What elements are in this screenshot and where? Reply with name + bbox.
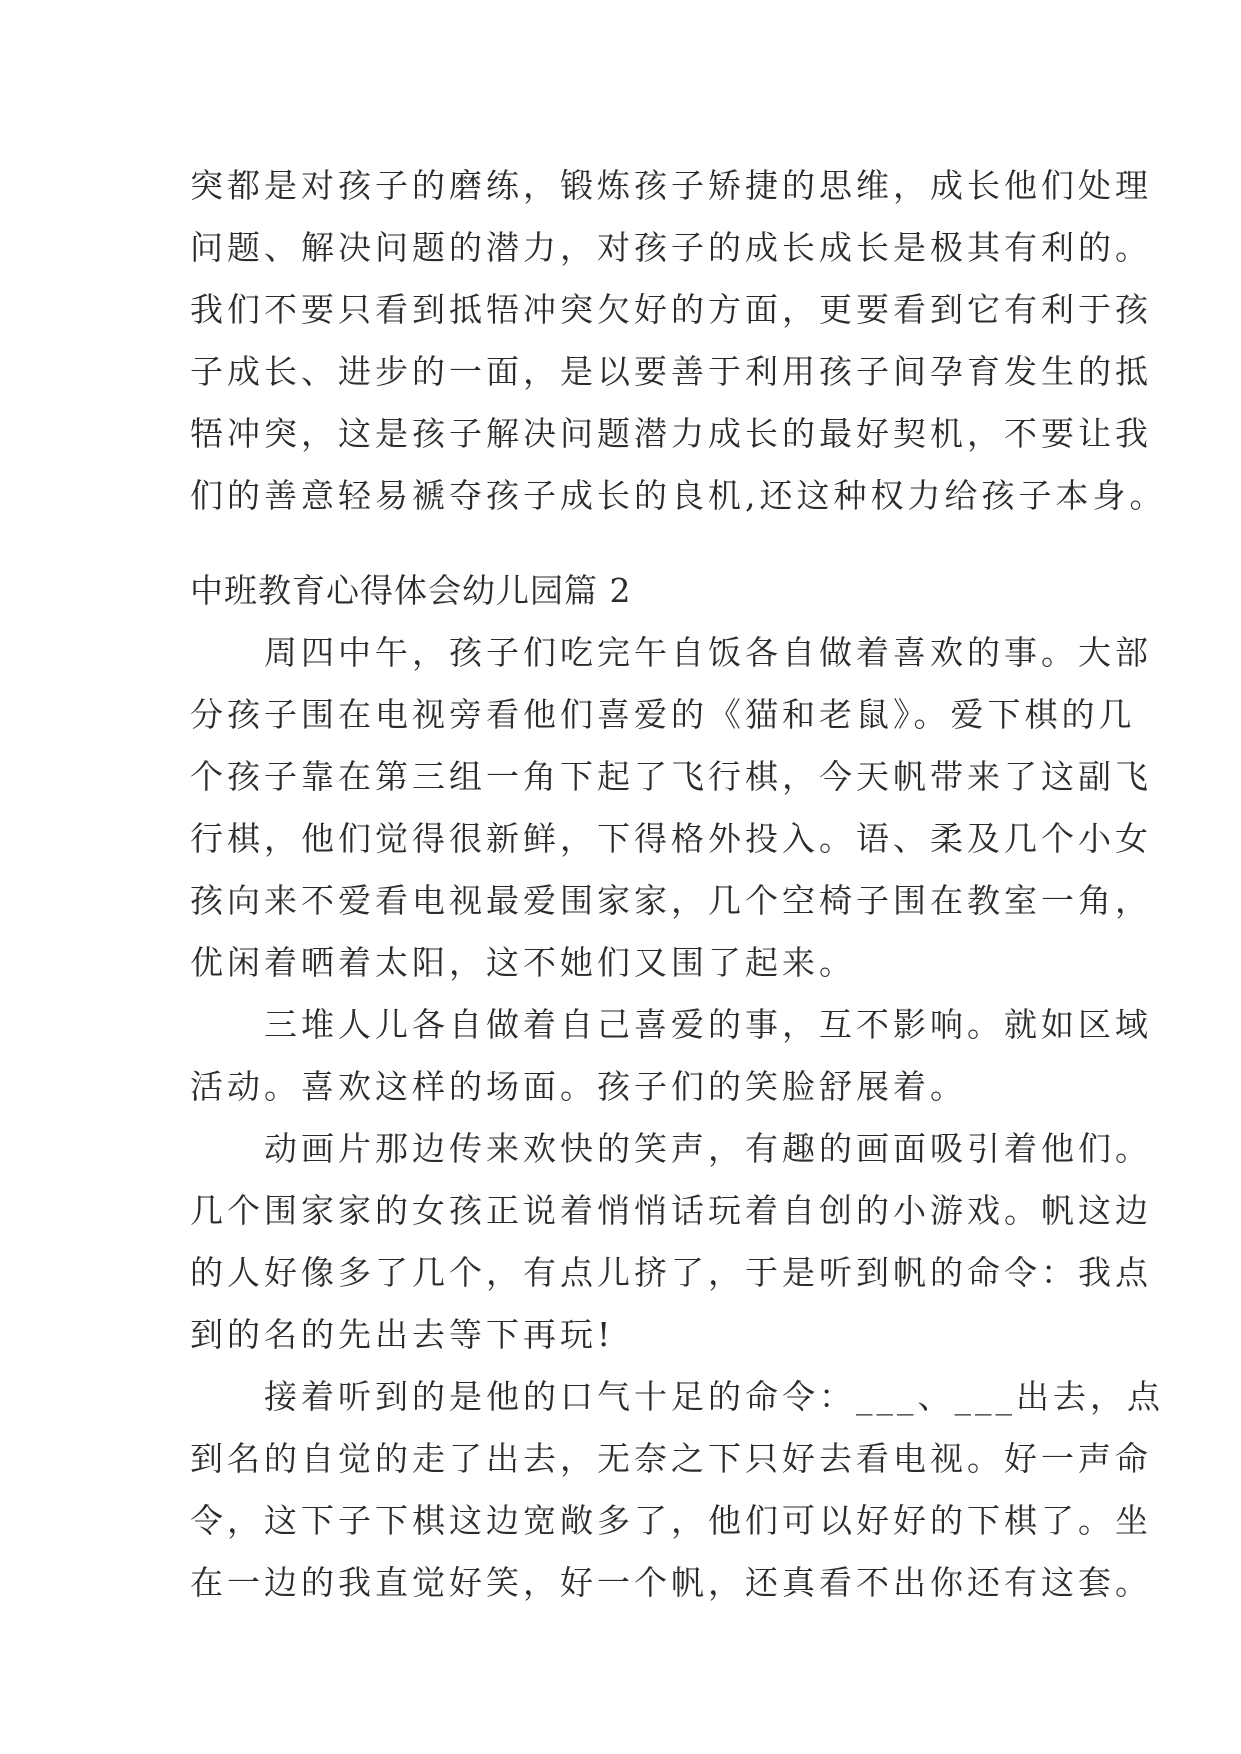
text-line: 突都是对孩子的磨练，锻炼孩子矫捷的思维，成长他们处理 (190, 166, 1152, 205)
text-line: 问题、解决问题的潜力，对孩子的成长成长是极其有利的。 (190, 228, 1152, 267)
text-line: 我们不要只看到抵牾冲突欠好的方面，更要看到它有利于孩 (190, 290, 1152, 329)
text-line: 到的名的先出去等下再玩! (190, 1315, 615, 1354)
section-title: 中班教育心得体会幼儿园篇 2 (190, 571, 632, 610)
text-line: 个孩子靠在第三组一角下起了飞行棋，今天帆带来了这副飞 (190, 757, 1152, 796)
text-line: 分孩子围在电视旁看他们喜爱的《猫和老鼠》。爱下棋的几 (190, 695, 1136, 734)
text-line: 们的善意轻易褫夺孩子成长的良机,还这种权力给孩子本身。 (190, 476, 1167, 515)
text-line: 优闲着晒着太阳，这不她们又围了起来。 (190, 943, 856, 982)
paragraph-4 (190, 1366, 1164, 1614)
section-body (190, 622, 1164, 1614)
text-line: 子成长、进步的一面，是以要善于利用孩子间孕育发生的抵 (190, 352, 1152, 391)
text-line: 在一边的我直觉好笑，好一个帆，还真看不出你还有这套。 (190, 1563, 1152, 1602)
paragraph-1 (190, 622, 1152, 994)
text-line: 牾冲突，这是孩子解决问题潜力成长的最好契机，不要让我 (190, 414, 1152, 453)
text-line: 到名的自觉的走了出去，无奈之下只好去看电视。好一声命 (190, 1439, 1152, 1478)
text-line: 行棋，他们觉得很新鲜，下得格外投入。语、柔及几个小女 (190, 819, 1152, 858)
text-line: 令，这下子下棋这边宽敞多了，他们可以好好的下棋了。坐 (190, 1501, 1152, 1540)
text-line: 的人好像多了几个，有点儿挤了，于是听到帆的命令：我点 (190, 1253, 1152, 1292)
text-line: 孩向来不爱看电视最爱围家家，几个空椅子围在教室一角， (190, 881, 1152, 920)
text-line: 活动。喜欢这样的场面。孩子们的笑脸舒展着。 (190, 1067, 967, 1106)
text-line: 三堆人儿各自做着自己喜爱的事，互不影响。就如区域 (190, 1005, 1152, 1044)
paragraph-continued (190, 155, 1167, 527)
text-line: 几个围家家的女孩正说着悄悄话玩着自创的小游戏。帆这边 (190, 1191, 1152, 1230)
text-line: 周四中午，孩子们吃完午自饭各自做着喜欢的事。大部 (190, 633, 1152, 672)
paragraph-3 (190, 1118, 1152, 1366)
text-line: 接着听到的是他的口气十足的命令：___、___出去，点 (190, 1377, 1164, 1416)
paragraph-2 (190, 994, 1152, 1118)
text-line: 动画片那边传来欢快的笑声，有趣的画面吸引着他们。 (190, 1129, 1152, 1168)
